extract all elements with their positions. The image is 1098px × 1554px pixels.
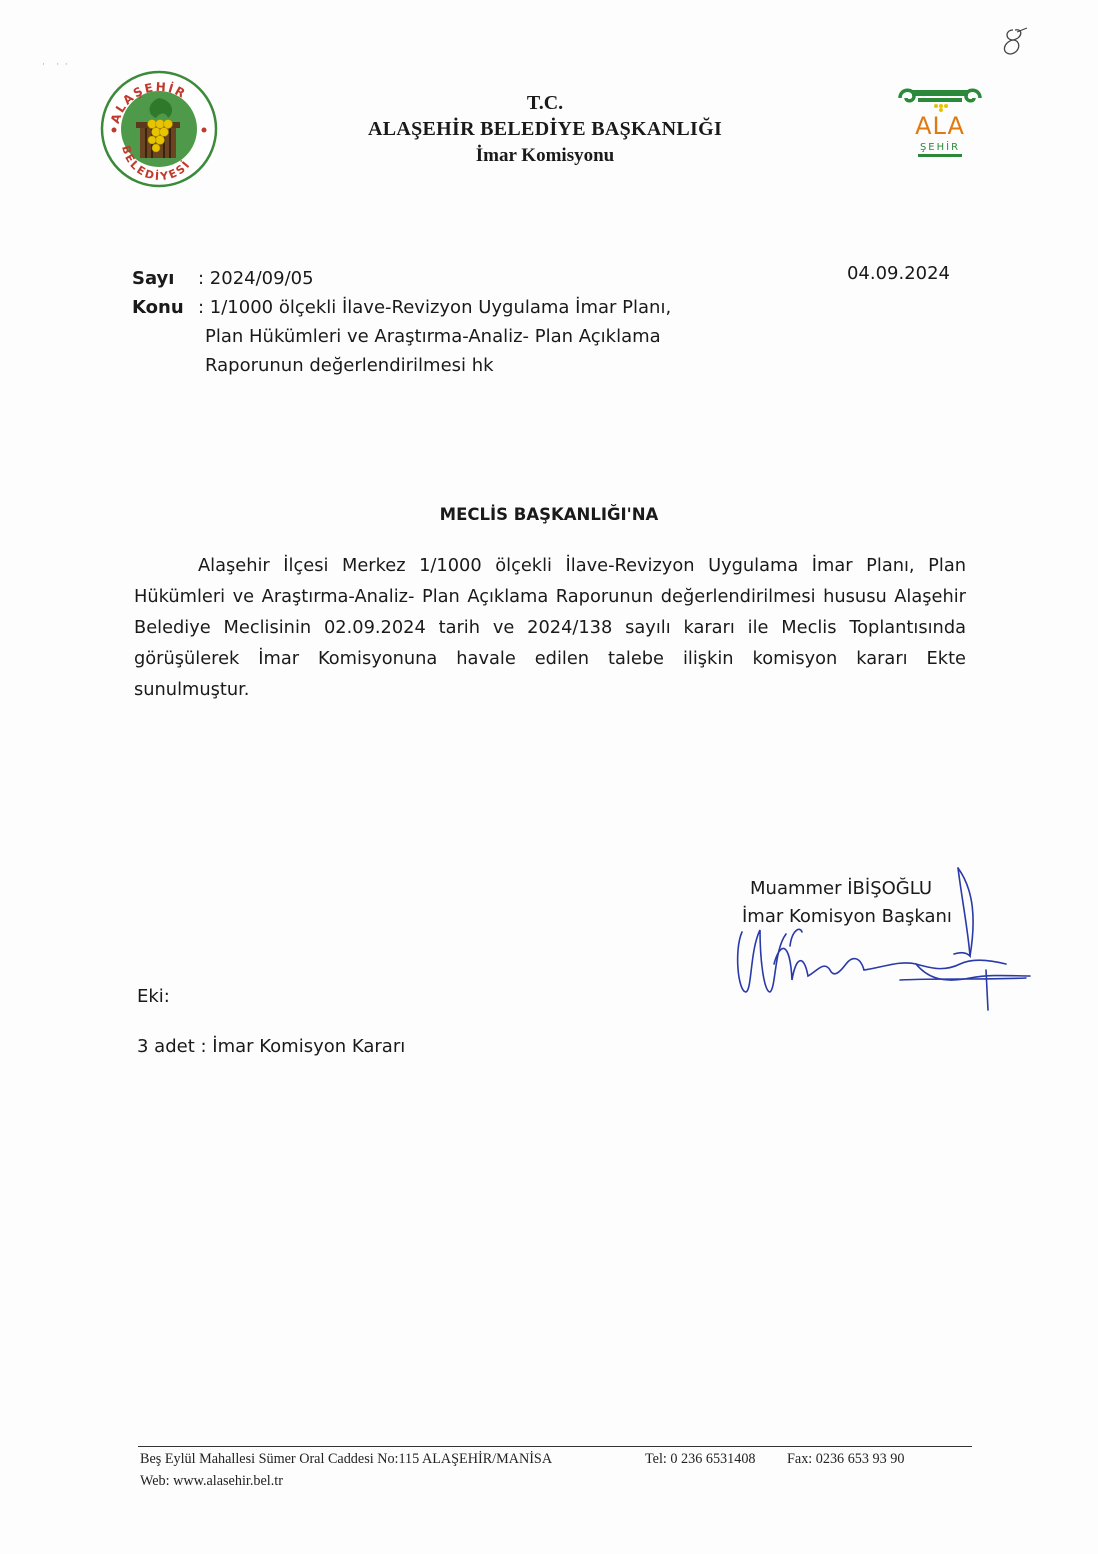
footer-divider <box>138 1446 972 1447</box>
document-meta <box>132 264 752 380</box>
addressee: MECLİS BAŞKANLIĞI'NA <box>439 505 659 524</box>
konu-value-line1: : 1/1000 ölçekli İlave-Revizyon Uygulama İmar Planı, <box>198 297 672 318</box>
svg-text:BELEDİYESİ: BELEDİYESİ <box>119 144 194 184</box>
konu-value-line3: Raporunun değerlendirilmesi hk <box>205 355 494 376</box>
meta-konu-cont2 <box>132 351 752 380</box>
body-paragraph: Alaşehir İlçesi Merkez 1/1000 ölçekli İlave-Revizyon Uygulama İmar Planı, Plan Hükümleri ve Araştırma-Analiz- Plan Açıklama Raporunun değerlendirilmesi hususu Alaşehir Belediye Meclisinin 02.09.2024 tarih ve 2024/138 sayılı kararı ile Meclis Toplantısında görüşülerek İmar Komisyonuna havale edilen talebe ilişkin komisyon kararı Ekte sunulmuştur. <box>134 555 966 700</box>
konu-value-line2: Plan Hükümleri ve Araştırma-Analiz- Plan Açıklama <box>205 326 661 347</box>
meta-spacer <box>132 351 198 380</box>
handwritten-page-number <box>995 24 1035 60</box>
konu-label: Konu <box>132 297 184 318</box>
svg-text:ALA: ALA <box>915 112 965 140</box>
header-institution: ALAŞEHİR BELEDİYE BAŞKANLIĞI <box>367 118 723 140</box>
meta-konu-row <box>132 293 752 322</box>
footer-phone: Tel: 0 236 6531408 <box>645 1451 756 1467</box>
footer-fax: Fax: 0236 653 93 90 <box>787 1451 905 1467</box>
svg-text:ŞEHİR: ŞEHİR <box>919 142 961 153</box>
meta-sayi-row <box>132 264 752 293</box>
header-tc: T.C. <box>526 92 564 114</box>
handwritten-signature <box>730 860 1040 1020</box>
attachments-label: Eki: <box>137 986 170 1007</box>
meta-spacer <box>132 322 198 351</box>
footer-website: Web: www.alasehir.bel.tr <box>140 1473 283 1489</box>
sayi-value: : 2024/09/05 <box>198 268 314 289</box>
signatory-title: İmar Komisyon Başkanı <box>742 906 952 927</box>
svg-text:ALAŞEHİR: ALAŞEHİR <box>107 79 190 126</box>
city-brand-logo <box>894 86 986 166</box>
meta-konu-cont1 <box>132 322 752 351</box>
sayi-label: Sayı <box>132 268 175 289</box>
header-department: İmar Komisyonu <box>475 145 615 166</box>
scan-marks: · · · <box>42 60 68 70</box>
municipality-seal-logo <box>100 70 218 188</box>
signatory-name: Muammer İBİŞOĞLU <box>750 878 933 899</box>
footer-address: Beş Eylül Mahallesi Sümer Oral Caddesi No:115 ALAŞEHİR/MANİSA <box>140 1451 553 1467</box>
attachment-item: 3 adet : İmar Komisyon Kararı <box>137 1036 406 1057</box>
document-date: 04.09.2024 <box>846 263 950 284</box>
